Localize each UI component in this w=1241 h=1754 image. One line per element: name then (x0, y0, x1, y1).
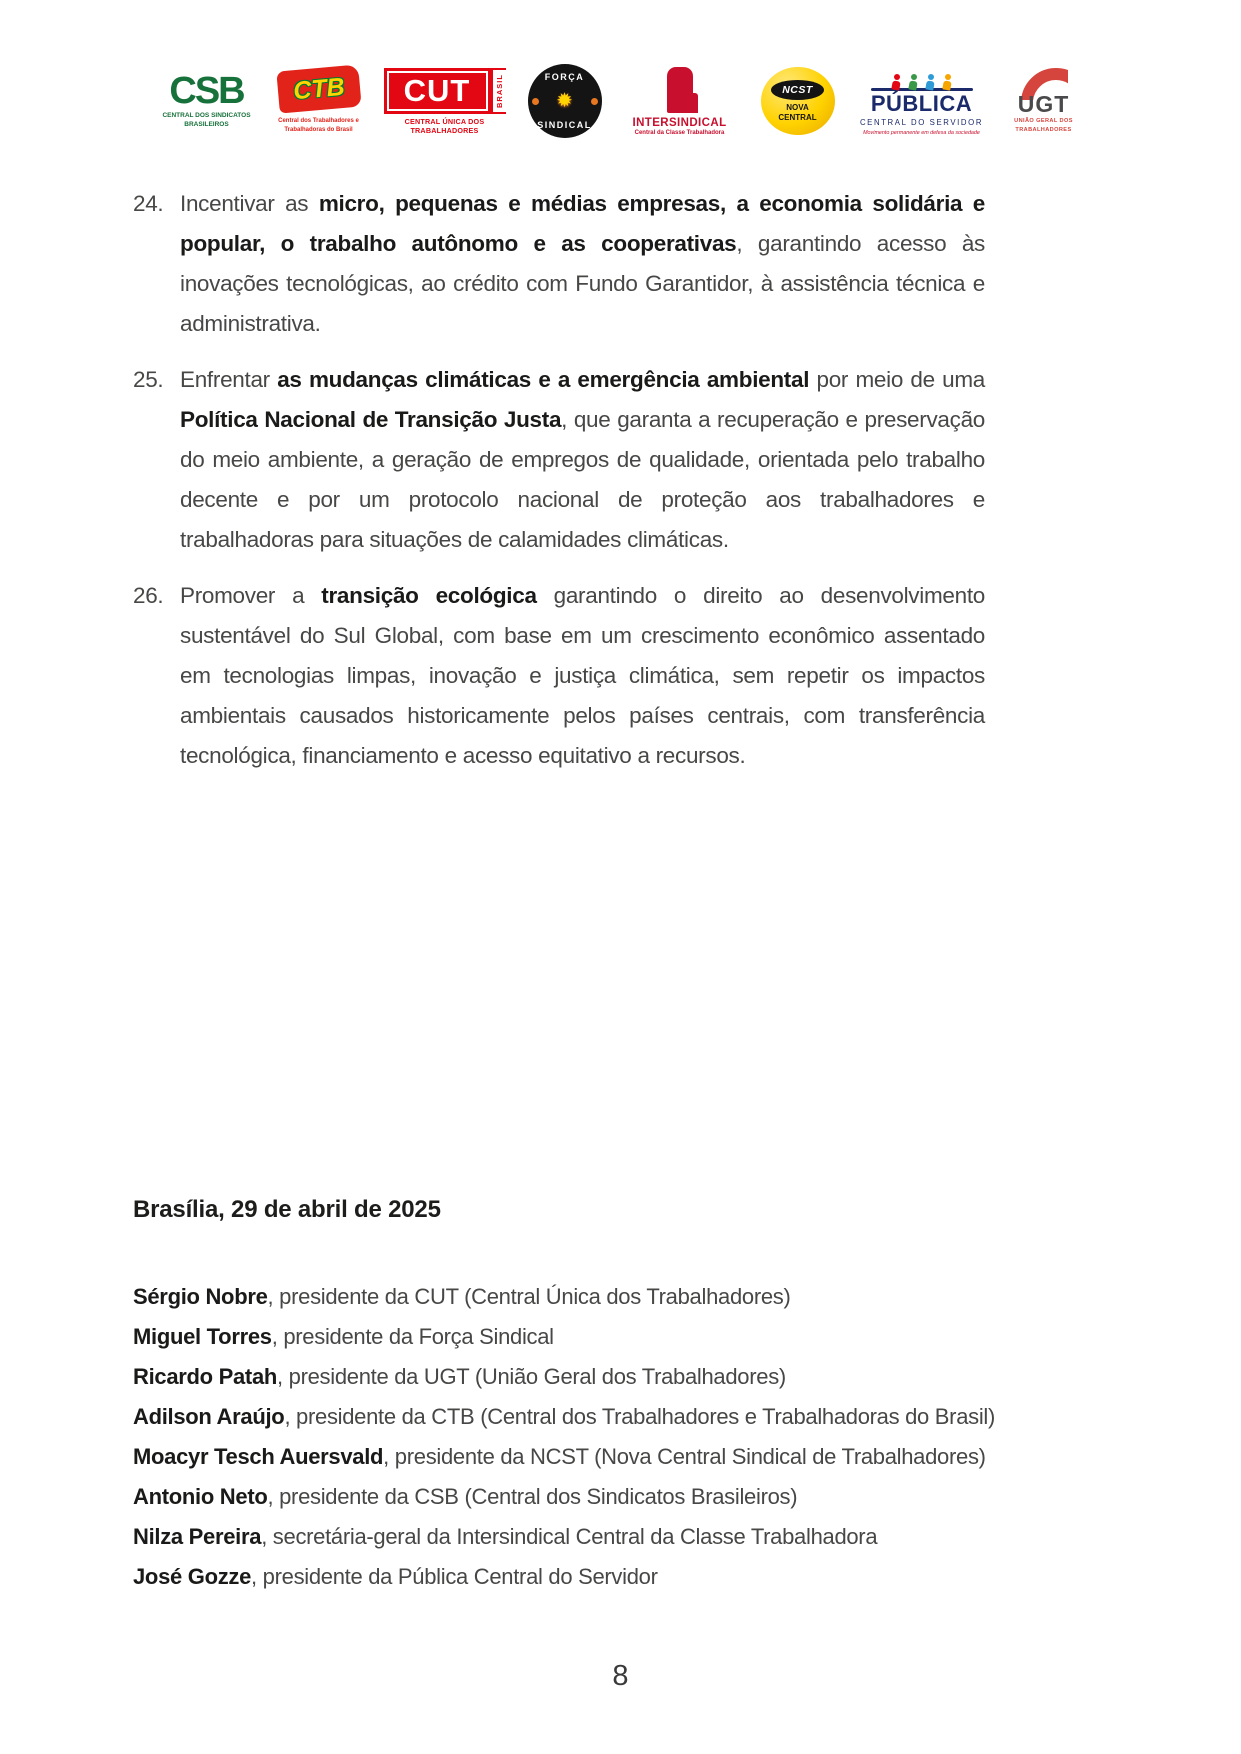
signatory-name: Moacyr Tesch Auersvald (133, 1444, 384, 1469)
logo-publica (857, 67, 987, 136)
publica-tagline: Movimento permanente em defesa da sociedade (863, 129, 980, 136)
signatory-role: , presidente da Força Sindical (271, 1324, 554, 1349)
intersindical-tower-icon (667, 67, 693, 113)
signatory-line (133, 1557, 1193, 1597)
logo-forca-sindical (525, 64, 605, 138)
logo-ugt (1003, 68, 1085, 134)
list-item (133, 184, 985, 344)
bold-text: micro, pequenas e médias empresas, a economia solidária e popular, o trabalho autônomo e as cooperativas (180, 191, 985, 256)
signatory-role: , presidente da CTB (Central dos Trabalhadores e Trabalhadoras do Brasil) (284, 1404, 996, 1429)
ugt-wordmark: UGT (1017, 90, 1070, 117)
signatory-name: Adilson Araújo (133, 1404, 285, 1429)
signatories (133, 1277, 1193, 1597)
item-text (180, 360, 985, 560)
signatory-line (133, 1477, 1193, 1517)
ctb-caption: Central dos Trabalhadores e Trabalhadoras do Brasil (278, 118, 359, 133)
signatory-name: Antonio Neto (133, 1484, 268, 1509)
signatory-name: José Gozze (133, 1564, 252, 1589)
regular-text: , que garanta a recuperação e preservação do meio ambiente, a geração de empregos de qualidade, orientada pelo trabalho decente e por um protocolo nacional de proteção aos trabalhadores e trabalhadoras para situações de calamidades climáticas. (180, 407, 985, 552)
signatory-role: , secretária-geral da Intersindical Central da Classe Trabalhadora (261, 1524, 878, 1549)
regular-text: Enfrentar (180, 367, 278, 392)
csb-wordmark: CSB (169, 69, 244, 112)
list-item (133, 360, 985, 560)
item-text (180, 576, 985, 776)
item-number: 24. (133, 191, 164, 216)
bold-text: Política Nacional de Transição Justa (180, 407, 562, 432)
signatory-role: , presidente da CUT (Central Única dos Trabalhadores) (267, 1284, 791, 1309)
signatory-line (133, 1277, 1193, 1317)
ncst-caption: NOVA CENTRAL (778, 103, 817, 122)
regular-text: , garantindo acesso às inovações tecnológicas, ao crédito com Fundo Garantidor, à assistência técnica e administrativa. (180, 231, 985, 336)
regular-text: Promover a (180, 583, 322, 608)
item-text (180, 184, 985, 344)
signatory-name: Nilza Pereira (133, 1524, 262, 1549)
logo-ncst (755, 67, 841, 135)
page-number: 8 (612, 1660, 629, 1692)
forca-sindical-seal-icon (528, 64, 602, 138)
signatory-line (133, 1517, 1193, 1557)
publica-person-orange-icon (942, 74, 952, 91)
bold-text: transição ecológica (321, 583, 537, 608)
list-item (133, 576, 985, 776)
publica-wordmark: PÚBLICA (870, 90, 973, 116)
regular-text: Incentivar as (180, 191, 319, 216)
signatory-line (133, 1357, 1193, 1397)
forca-top-label: FORÇA (544, 72, 585, 82)
logo-intersindical (621, 67, 739, 136)
publica-person-blue-icon (925, 74, 935, 91)
intersindical-wordmark: INTERSINDICAL (632, 116, 727, 129)
forca-star-icon: ✹ (556, 90, 573, 112)
signatory-line (133, 1437, 1193, 1477)
item-number: 26. (133, 583, 164, 608)
publica-person-green-icon (908, 74, 918, 91)
signatory-role: , presidente da Pública Central do Servidor (251, 1564, 658, 1589)
csb-caption: CENTRAL DOS SINDICATOS BRASILEIROS (162, 111, 251, 128)
publica-people-icon (857, 67, 987, 91)
cut-wordmark: CUT (384, 68, 491, 114)
signatory-name: Ricardo Patah (133, 1364, 278, 1389)
numbered-list (133, 184, 985, 792)
signatory-line (133, 1317, 1193, 1357)
logo-ctb (273, 68, 365, 133)
signatory-role: , presidente da CSB (Central dos Sindicatos Brasileiros) (267, 1484, 798, 1509)
ctb-wordmark: CTB (291, 72, 346, 106)
forca-bottom-label: SINDICAL (537, 120, 592, 130)
header-logos (0, 64, 1241, 138)
signatory-name: Miguel Torres (133, 1324, 272, 1349)
ncst-wordmark: NCST (771, 80, 824, 100)
signatory-name: Sérgio Nobre (133, 1284, 268, 1309)
regular-text: garantindo o direito ao desenvolvimento sustentável do Sul Global, com base em um crescimento econômico assentado em tecnologias limpas, inovação e justiça climática, sem repetir os impactos ambientais causados historicamente pelos países centrais, com transferência tecnológica, financiamento e acesso equitativo a recursos. (180, 583, 985, 768)
item-number: 25. (133, 367, 164, 392)
ncst-ball-icon (761, 67, 835, 135)
ctb-flag-icon (276, 65, 361, 114)
signatory-role: , presidente da UGT (União Geral dos Trabalhadores) (277, 1364, 786, 1389)
cut-brasil-label: BRASIL (491, 68, 506, 114)
publica-caption: CENTRAL DO SERVIDOR (859, 117, 984, 127)
dateline: Brasília, 29 de abril de 2025 (133, 1196, 441, 1223)
logo-cut (381, 68, 509, 135)
publica-swoosh-icon (871, 88, 973, 91)
regular-text: por meio de uma (809, 367, 985, 392)
signatory-line (133, 1397, 1193, 1437)
signatory-role: , presidente da NCST (Nova Central Sindical de Trabalhadores) (383, 1444, 986, 1469)
publica-person-red-icon (891, 74, 901, 91)
ugt-caption: UNIÃO GERAL DOS TRABALHADORES (1014, 118, 1073, 133)
cut-caption: CENTRAL ÚNICA DOS TRABALHADORES (404, 116, 485, 135)
cut-box-icon (384, 68, 506, 114)
bold-text: as mudanças climáticas e a emergência ambiental (277, 367, 810, 392)
intersindical-caption: Central da Classe Trabalhadora (634, 129, 725, 136)
logo-csb (157, 69, 257, 130)
